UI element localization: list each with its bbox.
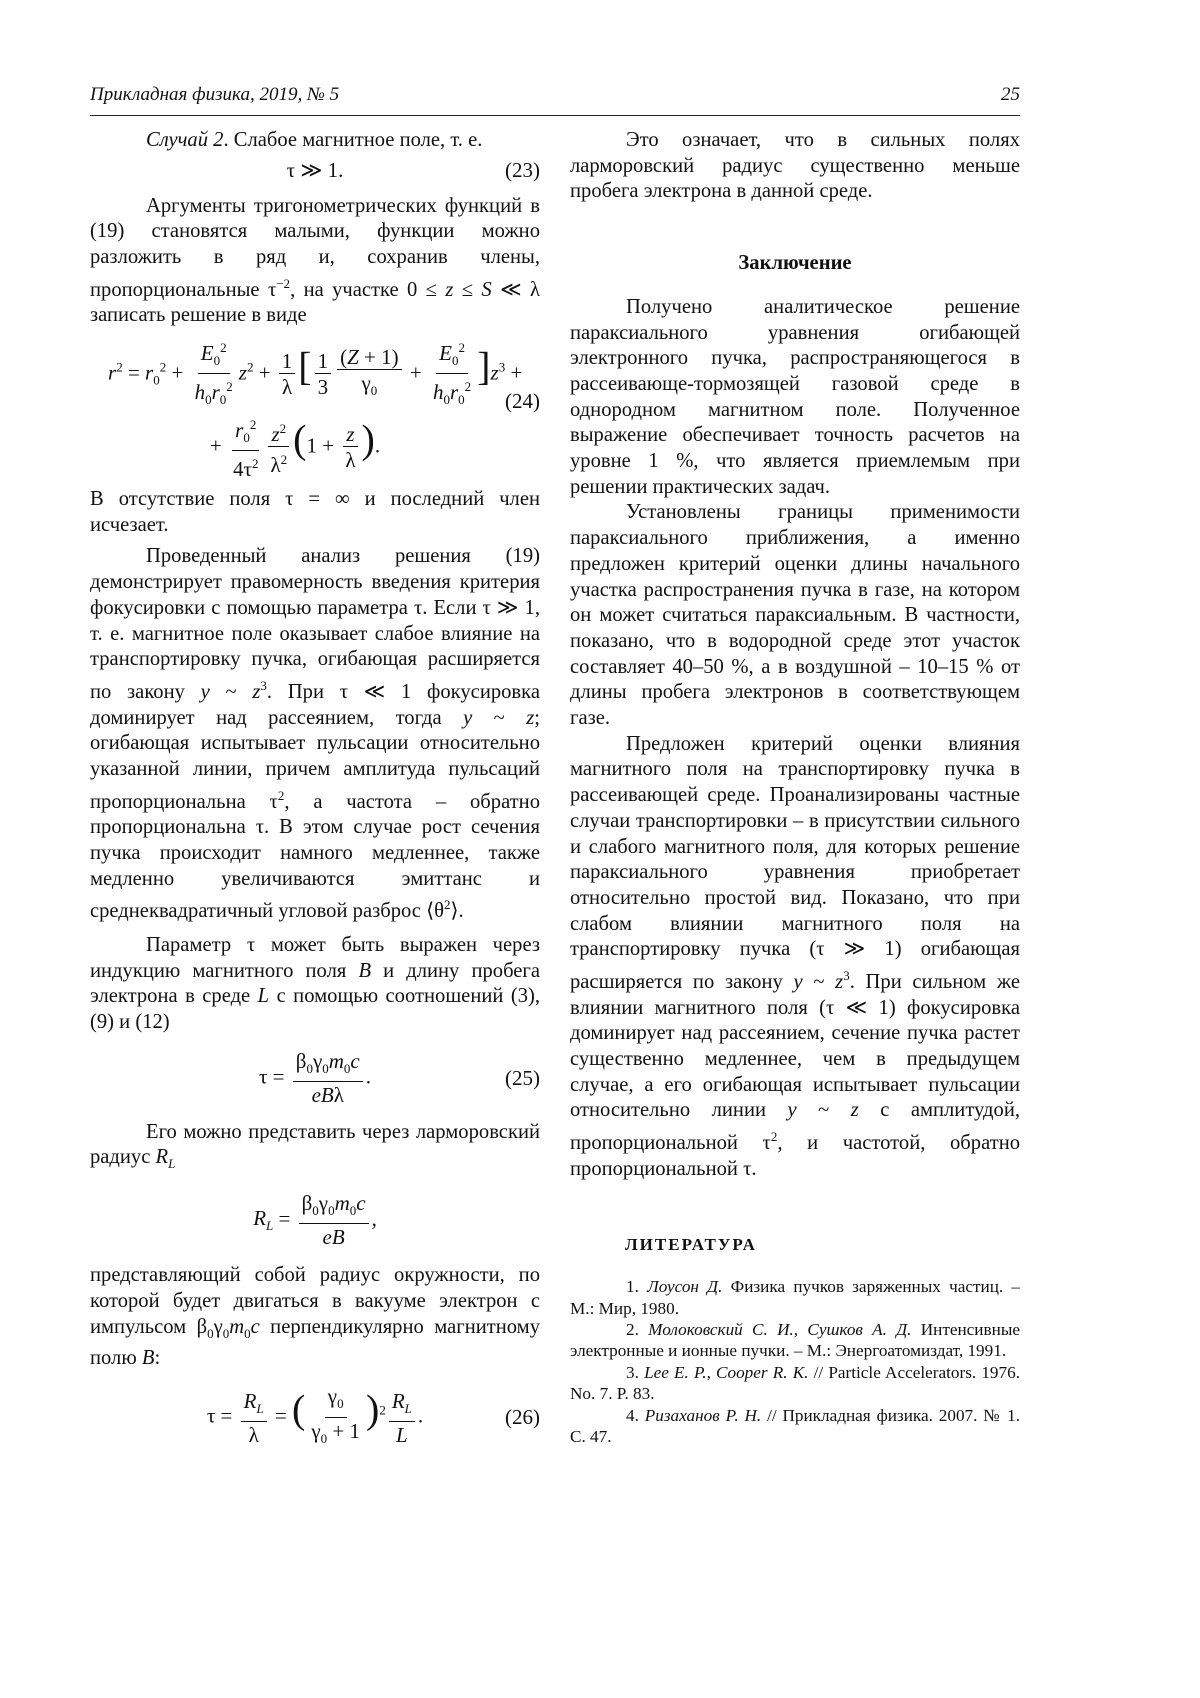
left-column [90,126,540,1458]
reference-item: 1. Лоусон Д. Физика пучков заряженных частиц. – М.: Мир, 1980. [570,1276,1020,1319]
equation-24-line-2: + r02 4τ2 z2 λ2 (1 + z λ ). [210,413,380,482]
conclusion-heading: Заключение [570,251,1020,277]
equation-larmor-radius [90,1183,540,1257]
equation-23-body: τ ≫ 1. [287,158,344,184]
paragraph: Проведенный анализ решения (19) демонстрирует правомерность введения критерия фокусировки с помощью параметра τ. Если τ ≫ 1, т. е. магнитное поле оказывает слабое влияние на транспортировку пучка, огибающая расширяется по закону y ~ z3. При τ ≪ 1 фокусировка доминирует над рассеянием, тогда y ~ z; огибающая испытывает пульсации относительно указанной линии, причем амплитуда пульсаций пропорциональна τ2, а частота – обратно пропорциональна τ. В этом случае рост сечения пучка происходит намного медленнее, также медленно увеличиваются эмиттанс и среднеквадратичный угловой разброс ⟨θ2⟩. [90,544,540,924]
reference-item: 2. Молоковский С. И., Сушков А. Д. Интенсивные электронные и ионные пучки. – М.: Энергоатомиздат, 1991. [570,1319,1020,1362]
page-number: 25 [1001,84,1020,106]
equation-24-line-1: r2 = r02 + E02 h0r02 z2 + 1 λ [ 1 3 (Z + 1) γ0 + E02 h0r02 ]z3 + [108,336,522,413]
journal-title: Прикладная физика, 2019, № 5 [90,84,339,105]
paragraph: Параметр τ может быть выражен через индукцию магнитного поля B и длину пробега электрона в среде L с помощью соотношений (3), (9) и (12) [90,933,540,1036]
paragraph: Его можно представить через ларморовский радиус RL [90,1120,540,1178]
paragraph: Предложен критерий оценки влияния магнитного поля на транспортировку пучка в рассеивающей среде. Проанализированы частные случаи транспортировки – в присутствии сильного и слабого магнитного поля, для которых решение параксиального уравнения приобретает относительно простой вид. Показано, что при слабом влиянии магнитного поля на транспортировку пучка (τ ≫ 1) огибающая расширяется по закону y ~ z3. При сильном же влиянии магнитного поля (τ ≪ 1) фокусировка доминирует над рассеянием, сечение пучка растет существенно медленнее, чем в предыдущем случае, а его огибающая испытывает пульсации относительно линии y ~ z с амплитудой, пропорциональной τ2, и частотой, обратно пропорциональной τ. [570,732,1020,1183]
paragraph: Аргументы тригонометрических функций в (19) становятся малыми, функции можно разложить в ряд и, сохранив члены, пропорциональные τ−2, на участке 0 ≤ z ≤ S ≪ λ записать решение в виде [90,194,540,329]
equation-26 [90,1378,540,1458]
equation-23 [90,154,540,188]
paragraph: Установлены границы применимости параксиального приближения, а именно предложен критерий оценки длины начального участка распространения пучка в газе, на котором он может считаться параксиальным. В частности, показано, что в водородной среде этот участок составляет 40–50 %, а в воздушной – 10–15 % от длины пробега электронов в соответствующем газе. [570,500,1020,731]
reference-item: 4. Ризаханов Р. Н. // Прикладная физика. 2007. № 1. С. 47. [570,1405,1020,1448]
equation-number: (25) [505,1066,540,1092]
paragraph: Получено аналитическое решение параксиального уравнения огибающей электронного пучка, распространяющегося в рассеивающе-тормозящей газовой среде в однородном магнитном поле. Полученное выражение обеспечивает точность расчетов на уровне 1 %, что является приемлемым при решении практических задач. [570,295,1020,501]
equation-number: (23) [505,158,540,184]
header-rule [90,115,1020,116]
equation-25 [90,1044,540,1114]
equation-number: (26) [505,1405,540,1431]
paragraph: В отсутствие поля τ = ∞ и последний член исчезает. [90,487,540,538]
equation-25-body: τ = β0γ0m0c eBλ . [259,1049,371,1108]
equation-larmor-body: RL = β0γ0m0c eB , [253,1191,377,1250]
equation-number: (24) [505,389,540,415]
running-header [90,84,1020,106]
right-column [570,126,1020,1447]
case-2-title: Случай 2. Слабое магнитное поле, т. е. [90,128,540,154]
paragraph: Это означает, что в сильных полях ларморовский радиус существенно меньше пробега электрона в данной среде. [570,128,1020,205]
reference-list [570,1276,1020,1447]
equation-24 [90,339,540,479]
reference-item: 3. Lee E. P., Cooper R. K. // Particle Accelerators. 1976. No. 7. P. 83. [570,1362,1020,1405]
references-heading: ЛИТЕРАТУРА [625,1232,1020,1258]
equation-26-body: τ = RL λ = ( γ0 γ0 + 1 )2 RL L . [207,1384,423,1451]
paragraph: представляющий собой радиус окружности, по которой будет двигаться в вакууме электрон с импульсом β0γ0m0c перпендикулярно магнитному полю B: [90,1263,540,1372]
